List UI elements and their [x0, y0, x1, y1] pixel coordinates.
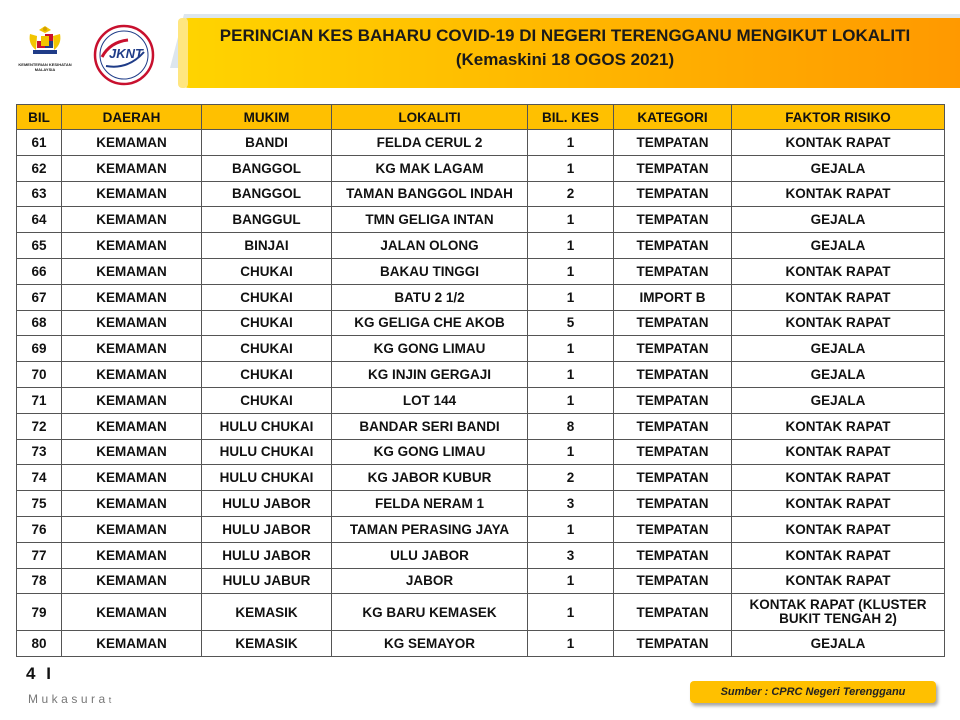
- cell-kategori: TEMPATAN: [614, 439, 732, 465]
- column-header-faktor-risiko: FAKTOR RISIKO: [732, 105, 945, 130]
- column-header-bil-kes: BIL. KES: [528, 105, 614, 130]
- cell-daerah: KEMAMAN: [62, 439, 202, 465]
- cell-mukim: KEMASIK: [202, 594, 332, 631]
- cell-faktor-risiko: KONTAK RAPAT: [732, 130, 945, 156]
- cell-lokaliti: KG JABOR KUBUR: [332, 465, 528, 491]
- cell-lokaliti: ULU JABOR: [332, 542, 528, 568]
- cell-daerah: KEMAMAN: [62, 130, 202, 156]
- table-row: [17, 233, 945, 259]
- cell-bil-kes: 1: [528, 387, 614, 413]
- table-body: [17, 130, 945, 657]
- cell-faktor-risiko: KONTAK RAPAT: [732, 258, 945, 284]
- cell-bil: 69: [17, 336, 62, 362]
- cell-bil: 71: [17, 387, 62, 413]
- title-line-main: PERINCIAN KES BAHARU COVID-19 DI NEGERI TERENGGANU MENGIKUT LOKALITI: [219, 26, 911, 45]
- cell-kategori: TEMPATAN: [614, 155, 732, 181]
- cell-faktor-risiko: KONTAK RAPAT: [732, 310, 945, 336]
- cell-kategori: TEMPATAN: [614, 491, 732, 517]
- cell-lokaliti: TAMAN BANGGOL INDAH: [332, 181, 528, 207]
- cell-bil: 74: [17, 465, 62, 491]
- ministry-caption: KEMENTERIAN KESIHATAN MALAYSIA: [18, 62, 72, 72]
- column-header-kategori: KATEGORI: [614, 105, 732, 130]
- cell-bil: 77: [17, 542, 62, 568]
- cell-bil: 64: [17, 207, 62, 233]
- cell-kategori: TEMPATAN: [614, 362, 732, 388]
- table-header-row: [17, 105, 945, 130]
- cell-kategori: TEMPATAN: [614, 568, 732, 594]
- column-header-bil: BIL: [17, 105, 62, 130]
- table-row: [17, 207, 945, 233]
- cell-mukim: CHUKAI: [202, 336, 332, 362]
- cell-faktor-risiko: GEJALA: [732, 387, 945, 413]
- cell-daerah: KEMAMAN: [62, 387, 202, 413]
- table-row: [17, 155, 945, 181]
- cell-faktor-risiko: KONTAK RAPAT: [732, 542, 945, 568]
- cell-mukim: BINJAI: [202, 233, 332, 259]
- table-row: [17, 491, 945, 517]
- cell-lokaliti: LOT 144: [332, 387, 528, 413]
- cell-bil-kes: 1: [528, 233, 614, 259]
- cell-lokaliti: KG MAK LAGAM: [332, 155, 528, 181]
- table-row: [17, 568, 945, 594]
- cell-faktor-risiko: KONTAK RAPAT (KLUSTER BUKIT TENGAH 2): [732, 594, 945, 631]
- cell-mukim: BANGGOL: [202, 155, 332, 181]
- table-row: [17, 362, 945, 388]
- cell-lokaliti: KG INJIN GERGAJI: [332, 362, 528, 388]
- cell-daerah: KEMAMAN: [62, 258, 202, 284]
- cell-faktor-risiko: GEJALA: [732, 362, 945, 388]
- cell-daerah: KEMAMAN: [62, 155, 202, 181]
- cell-bil: 80: [17, 631, 62, 657]
- cell-daerah: KEMAMAN: [62, 568, 202, 594]
- page-label: [28, 692, 115, 706]
- cell-mukim: HULU CHUKAI: [202, 413, 332, 439]
- cell-lokaliti: FELDA NERAM 1: [332, 491, 528, 517]
- cell-faktor-risiko: KONTAK RAPAT: [732, 284, 945, 310]
- page-number-value: 4: [26, 664, 36, 683]
- table-row: [17, 336, 945, 362]
- cell-kategori: TEMPATAN: [614, 594, 732, 631]
- cell-mukim: HULU JABOR: [202, 542, 332, 568]
- cell-bil: 72: [17, 413, 62, 439]
- state-health-dept-logo: [88, 24, 160, 86]
- cell-daerah: KEMAMAN: [62, 465, 202, 491]
- cell-daerah: KEMAMAN: [62, 336, 202, 362]
- cell-faktor-risiko: GEJALA: [732, 155, 945, 181]
- cell-bil: 79: [17, 594, 62, 631]
- cell-bil-kes: 1: [528, 362, 614, 388]
- column-header-mukim: MUKIM: [202, 105, 332, 130]
- cell-bil-kes: 1: [528, 130, 614, 156]
- table-row: [17, 258, 945, 284]
- cell-kategori: TEMPATAN: [614, 542, 732, 568]
- table-row: [17, 542, 945, 568]
- cell-lokaliti: JABOR: [332, 568, 528, 594]
- cell-daerah: KEMAMAN: [62, 233, 202, 259]
- page-number-separator: I: [46, 664, 51, 683]
- cell-bil-kes: 1: [528, 258, 614, 284]
- table-row: [17, 594, 945, 631]
- cell-kategori: TEMPATAN: [614, 207, 732, 233]
- cell-faktor-risiko: KONTAK RAPAT: [732, 465, 945, 491]
- cell-lokaliti: KG GONG LIMAU: [332, 439, 528, 465]
- cell-mukim: HULU CHUKAI: [202, 439, 332, 465]
- cell-mukim: CHUKAI: [202, 258, 332, 284]
- cell-lokaliti: JALAN OLONG: [332, 233, 528, 259]
- cell-daerah: KEMAMAN: [62, 542, 202, 568]
- table-row: [17, 465, 945, 491]
- cell-lokaliti: BANDAR SERI BANDI: [332, 413, 528, 439]
- cell-bil: 62: [17, 155, 62, 181]
- table-row: [17, 413, 945, 439]
- cell-daerah: KEMAMAN: [62, 181, 202, 207]
- table-row: [17, 181, 945, 207]
- cell-kategori: TEMPATAN: [614, 233, 732, 259]
- table-row: [17, 284, 945, 310]
- page-number: [26, 664, 51, 684]
- cell-faktor-risiko: KONTAK RAPAT: [732, 181, 945, 207]
- cell-bil: 75: [17, 491, 62, 517]
- cell-bil: 67: [17, 284, 62, 310]
- cell-kategori: TEMPATAN: [614, 631, 732, 657]
- cell-mukim: BANGGUL: [202, 207, 332, 233]
- source-badge: Sumber : CPRC Negeri Terengganu: [690, 681, 936, 703]
- cell-bil-kes: 8: [528, 413, 614, 439]
- cell-faktor-risiko: GEJALA: [732, 631, 945, 657]
- table-row: [17, 387, 945, 413]
- cell-faktor-risiko: KONTAK RAPAT: [732, 516, 945, 542]
- cell-bil: 76: [17, 516, 62, 542]
- cell-mukim: CHUKAI: [202, 362, 332, 388]
- cell-daerah: KEMAMAN: [62, 310, 202, 336]
- cell-kategori: TEMPATAN: [614, 310, 732, 336]
- cell-daerah: KEMAMAN: [62, 284, 202, 310]
- cell-kategori: TEMPATAN: [614, 387, 732, 413]
- cell-mukim: HULU CHUKAI: [202, 465, 332, 491]
- cell-daerah: KEMAMAN: [62, 413, 202, 439]
- cell-bil: 66: [17, 258, 62, 284]
- cell-kategori: TEMPATAN: [614, 181, 732, 207]
- table-row: [17, 516, 945, 542]
- title-line-date: (Kemaskini 18 OGOS 2021): [455, 50, 675, 69]
- cell-bil-kes: 3: [528, 542, 614, 568]
- cell-mukim: CHUKAI: [202, 387, 332, 413]
- cell-bil-kes: 1: [528, 439, 614, 465]
- cell-kategori: TEMPATAN: [614, 516, 732, 542]
- cell-bil-kes: 1: [528, 631, 614, 657]
- cell-bil-kes: 1: [528, 568, 614, 594]
- cell-daerah: KEMAMAN: [62, 207, 202, 233]
- cell-mukim: KEMASIK: [202, 631, 332, 657]
- page-label-text: Mukasura: [28, 692, 109, 706]
- case-table: [16, 104, 945, 657]
- cell-bil: 65: [17, 233, 62, 259]
- cell-bil-kes: 1: [528, 594, 614, 631]
- cell-bil-kes: 1: [528, 284, 614, 310]
- cell-lokaliti: BATU 2 1/2: [332, 284, 528, 310]
- coat-of-arms-icon: [24, 24, 66, 58]
- cell-bil: 73: [17, 439, 62, 465]
- cell-bil-kes: 1: [528, 155, 614, 181]
- cell-lokaliti: KG BARU KEMASEK: [332, 594, 528, 631]
- cell-mukim: HULU JABOR: [202, 516, 332, 542]
- page-title: [185, 24, 945, 72]
- cell-bil: 63: [17, 181, 62, 207]
- column-header-lokaliti: LOKALITI: [332, 105, 528, 130]
- table-row: [17, 631, 945, 657]
- cell-kategori: IMPORT B: [614, 284, 732, 310]
- cell-lokaliti: TMN GELIGA INTAN: [332, 207, 528, 233]
- cell-faktor-risiko: GEJALA: [732, 207, 945, 233]
- cell-bil: 70: [17, 362, 62, 388]
- cell-mukim: CHUKAI: [202, 284, 332, 310]
- cell-bil-kes: 3: [528, 491, 614, 517]
- cell-bil-kes: 1: [528, 516, 614, 542]
- cell-lokaliti: KG SEMAYOR: [332, 631, 528, 657]
- cell-daerah: KEMAMAN: [62, 491, 202, 517]
- cell-mukim: HULU JABUR: [202, 568, 332, 594]
- cell-lokaliti: KG GELIGA CHE AKOB: [332, 310, 528, 336]
- cell-kategori: TEMPATAN: [614, 336, 732, 362]
- cell-bil: 61: [17, 130, 62, 156]
- cell-kategori: TEMPATAN: [614, 413, 732, 439]
- cell-kategori: TEMPATAN: [614, 130, 732, 156]
- cell-bil-kes: 2: [528, 181, 614, 207]
- cell-kategori: TEMPATAN: [614, 258, 732, 284]
- cell-daerah: KEMAMAN: [62, 362, 202, 388]
- page-label-tail: t: [108, 695, 115, 705]
- cell-faktor-risiko: KONTAK RAPAT: [732, 413, 945, 439]
- cell-daerah: KEMAMAN: [62, 594, 202, 631]
- table-row: [17, 130, 945, 156]
- cell-lokaliti: FELDA CERUL 2: [332, 130, 528, 156]
- cell-mukim: HULU JABOR: [202, 491, 332, 517]
- cell-lokaliti: TAMAN PERASING JAYA: [332, 516, 528, 542]
- ministry-of-health-logo: [14, 24, 76, 86]
- cell-bil-kes: 2: [528, 465, 614, 491]
- cell-mukim: CHUKAI: [202, 310, 332, 336]
- table-row: [17, 310, 945, 336]
- cell-bil: 78: [17, 568, 62, 594]
- cell-faktor-risiko: GEJALA: [732, 336, 945, 362]
- cell-kategori: TEMPATAN: [614, 465, 732, 491]
- cell-faktor-risiko: KONTAK RAPAT: [732, 491, 945, 517]
- column-header-daerah: DAERAH: [62, 105, 202, 130]
- cell-daerah: KEMAMAN: [62, 516, 202, 542]
- cell-mukim: BANGGOL: [202, 181, 332, 207]
- cell-lokaliti: BAKAU TINGGI: [332, 258, 528, 284]
- cell-bil-kes: 1: [528, 336, 614, 362]
- cell-faktor-risiko: KONTAK RAPAT: [732, 439, 945, 465]
- cell-bil: 68: [17, 310, 62, 336]
- cell-lokaliti: KG GONG LIMAU: [332, 336, 528, 362]
- cell-daerah: KEMAMAN: [62, 631, 202, 657]
- cell-mukim: BANDI: [202, 130, 332, 156]
- cell-bil-kes: 1: [528, 207, 614, 233]
- cell-bil-kes: 5: [528, 310, 614, 336]
- table-row: [17, 439, 945, 465]
- cell-faktor-risiko: GEJALA: [732, 233, 945, 259]
- cell-faktor-risiko: KONTAK RAPAT: [732, 568, 945, 594]
- logo-text: JKNT: [109, 46, 143, 61]
